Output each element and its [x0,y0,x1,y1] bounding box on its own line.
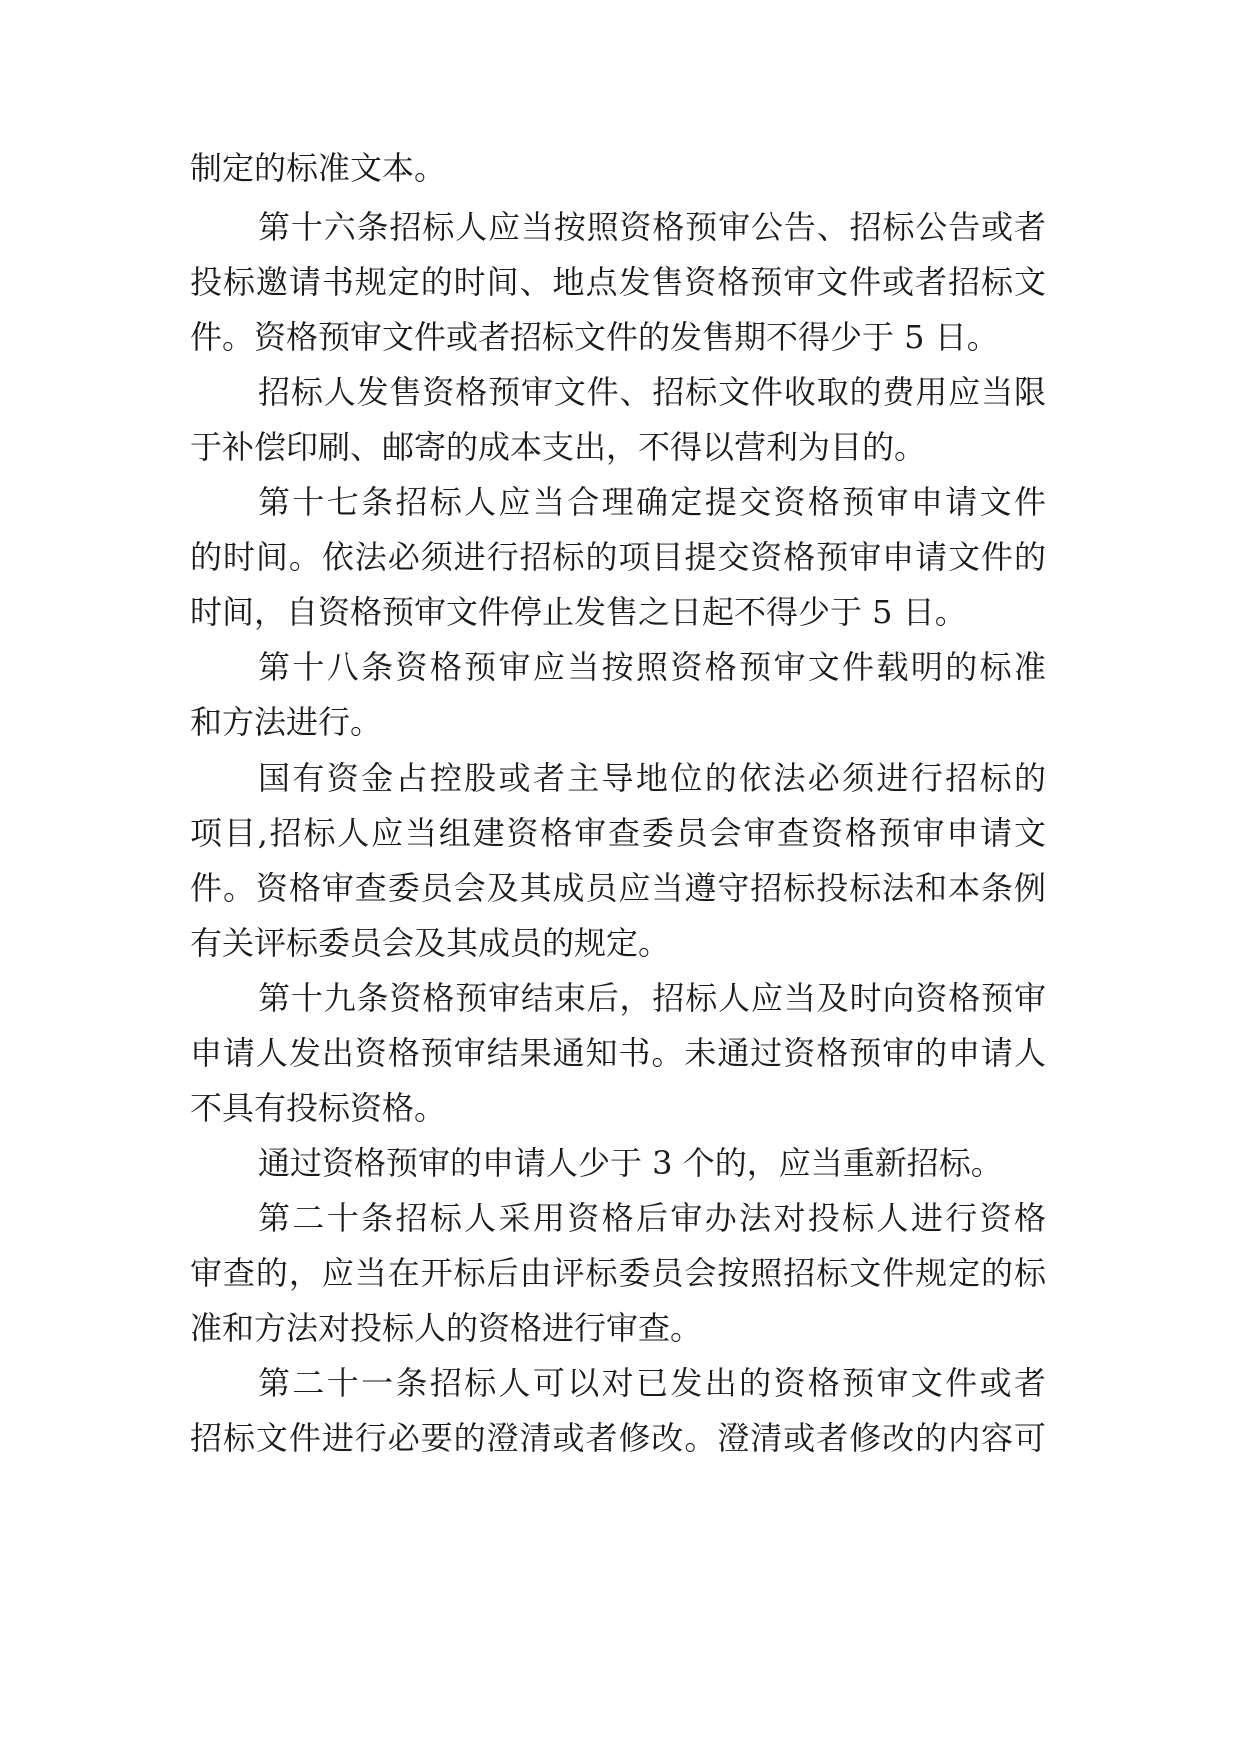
text-line: 制定的标准文本。 [190,149,447,187]
text-line: 审查的，应当在开标后由评标委员会按照招标文件规定的标 [190,1254,1046,1292]
text-line: 时间，自资格预审文件停止发售之日起不得少于 5 日。 [190,593,967,631]
text-line: 第十八条资格预审应当按照资格预审文件载明的标准 [258,648,1046,686]
text-line: 件。资格审查委员会及其成员应当遵守招标投标法和本条例 [190,869,1046,907]
text-line: 第二十条招标人采用资格后审办法对投标人进行资格 [258,1199,1046,1237]
text-line: 投标邀请书规定的时间、地点发售资格预审文件或者招标文 [190,263,1046,301]
text-line: 准和方法对投标人的资格进行审查。 [190,1309,703,1347]
text-line: 有关评标委员会及其成员的规定。 [190,924,671,962]
text-line: 不具有投标资格。 [190,1089,447,1127]
text-line: 项目,招标人应当组建资格审查委员会审查资格预审申请文 [190,814,1046,852]
text-line: 件。资格预审文件或者招标文件的发售期不得少于 5 日。 [190,318,999,356]
text-line: 第十七条招标人应当合理确定提交资格预审申请文件 [258,483,1046,521]
text-line: 第十六条招标人应当按照资格预审公告、招标公告或者 [258,208,1046,246]
text-line: 第十九条资格预审结束后，招标人应当及时向资格预审 [258,979,1046,1017]
text-line: 第二十一条招标人可以对已发出的资格预审文件或者 [258,1364,1046,1402]
text-line: 于补偿印刷、邮寄的成本支出，不得以营利为目的。 [190,428,927,466]
text-line: 国有资金占控股或者主导地位的依法必须进行招标的 [258,759,1046,797]
text-line: 招标人发售资格预审文件、招标文件收取的费用应当限 [258,373,1046,411]
text-line: 招标文件进行必要的澄清或者修改。澄清或者修改的内容可 [190,1419,1046,1457]
text-line: 的时间。依法必须进行招标的项目提交资格预审申请文件的 [190,538,1046,576]
text-line: 和方法进行。 [190,703,383,741]
text-line: 申请人发出资格预审结果通知书。未通过资格预审的申请人 [190,1034,1046,1072]
text-line: 通过资格预审的申请人少于 3 个的，应当重新招标。 [258,1144,1003,1182]
